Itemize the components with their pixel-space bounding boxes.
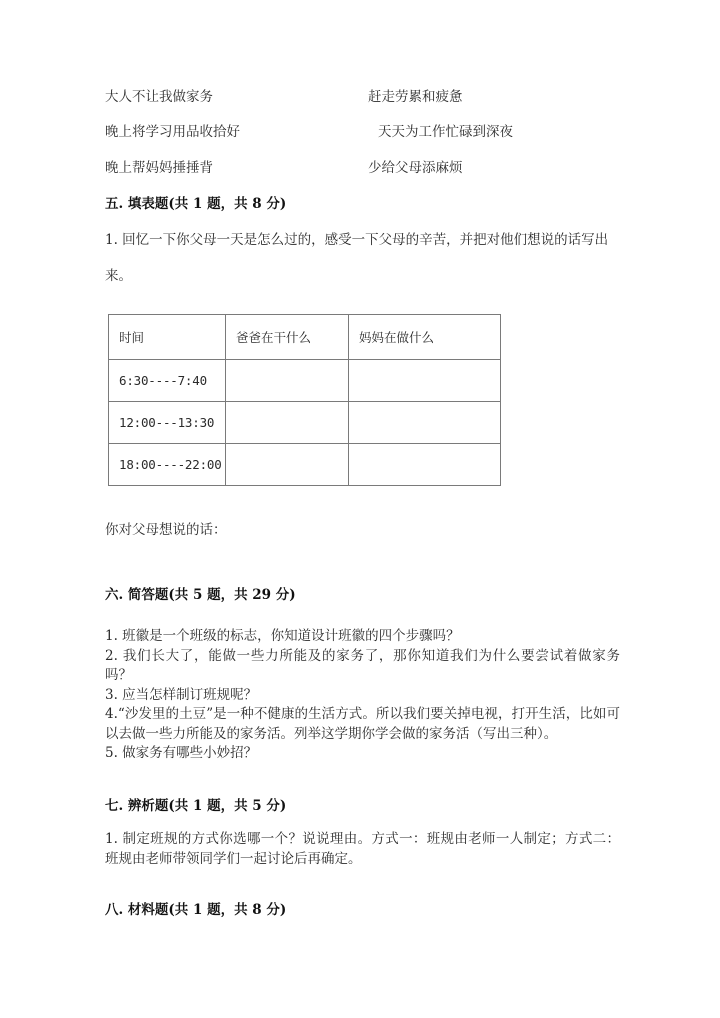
section-six-question-4: 4.“沙发里的土豆”是一种不健康的生活方式。所以我们要关掉电视，打开生活，比如可以去做一些力所能及的家务活。列举这学期你学会做的家务活（写出三种）。 (105, 706, 620, 742)
list-item-right-2: 天天为工作忙碌到深夜 (378, 124, 513, 140)
table-header-time: 时间 (109, 315, 226, 360)
table-header-father: 爸爸在干什么 (226, 315, 349, 360)
section-heading-six: 六. 简答题(共 5 题，共 29 分) (105, 587, 296, 603)
section-six-question-3: 3. 应当怎样制订班规呢？ (105, 686, 258, 703)
table-cell-time: 18:00----22:00 (109, 444, 226, 486)
table-cell-time: 12:00---13:30 (109, 402, 226, 444)
table-cell-mother[interactable] (349, 402, 501, 444)
section-heading-eight: 八. 材料题(共 1 题，共 8 分) (105, 902, 287, 918)
section-seven-question-1: 1. 制定班规的方式你选哪一个？说说理由。方式一：班规由老师一人制定；方式二：班规由老师带领同学们一起讨论后再确定。 (105, 831, 620, 867)
table-cell-father[interactable] (226, 360, 349, 402)
table-row (109, 444, 501, 486)
section-heading-five: 五. 填表题(共 1 题，共 8 分) (105, 196, 287, 212)
section-six-question-2: 2. 我们长大了，能做一些力所能及的家务了，那你知道我们为什么要尝试着做家务吗？ (105, 647, 620, 683)
section-five-question-1: 1. 回忆一下你父母一天是怎么过的，感受一下父母的辛苦，并把对他们想说的话写出来。 (105, 232, 609, 284)
section-six-question-1: 1. 班徽是一个班级的标志，你知道设计班徽的四个步骤吗？ (105, 628, 460, 644)
table-cell-time: 6:30----7:40 (109, 360, 226, 402)
table-row (109, 402, 501, 444)
table-cell-mother[interactable] (349, 444, 501, 486)
daily-schedule-table (108, 314, 501, 486)
table-cell-father[interactable] (226, 444, 349, 486)
table-row (109, 360, 501, 402)
table-header-row (109, 315, 501, 360)
table-cell-father[interactable] (226, 402, 349, 444)
prompt-after-table: 你对父母想说的话： (105, 522, 227, 538)
section-six-question-list (105, 627, 620, 764)
list-item-left-2: 晚上将学习用品收拾好 (105, 124, 240, 140)
table-cell-mother[interactable] (349, 360, 501, 402)
list-item-left-1: 大人不让我做家务 (105, 89, 213, 105)
section-six-question-5: 5. 做家务有哪些小妙招？ (105, 745, 258, 761)
table-header-mother: 妈妈在做什么 (349, 315, 501, 360)
daily-schedule-table-wrap (108, 314, 501, 486)
section-heading-seven: 七. 辨析题(共 1 题，共 5 分) (105, 798, 287, 814)
list-item-left-3: 晚上帮妈妈捶捶背 (105, 160, 213, 176)
section-seven-question-list (105, 830, 620, 869)
list-item-right-3: 少给父母添麻烦 (368, 160, 463, 176)
list-item-right-1: 赶走劳累和疲惫 (368, 89, 463, 105)
